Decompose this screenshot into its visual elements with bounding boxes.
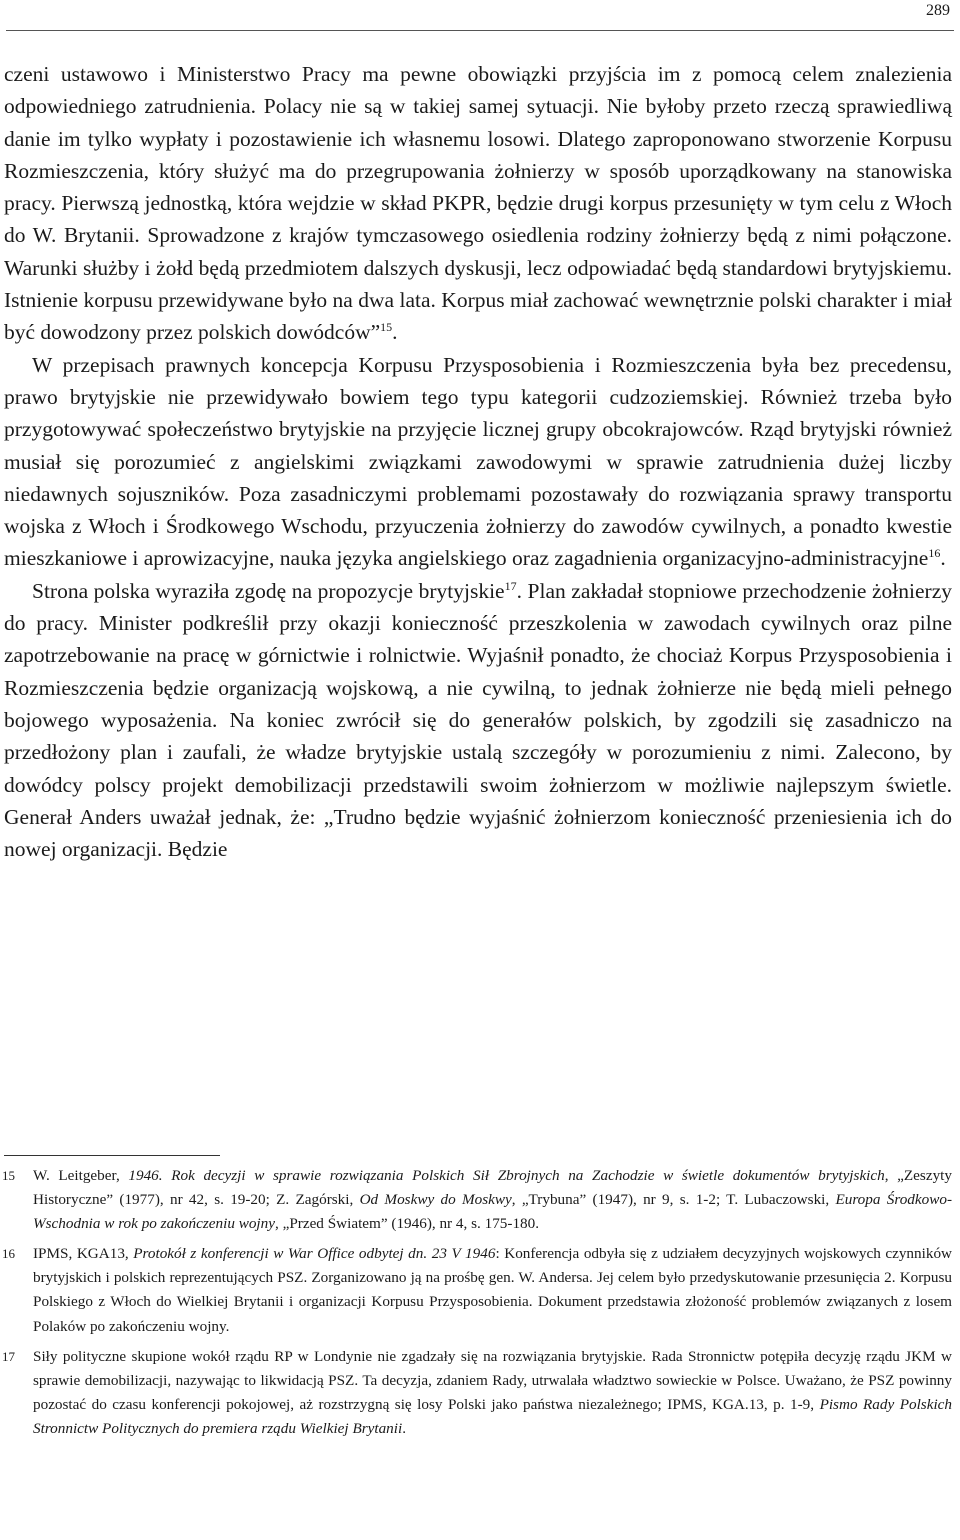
footnote-ref-15[interactable]: 15 [380,320,393,335]
paragraph-2: W przepisach prawnych koncepcja Korpusu Przysposobienia i Rozmieszczenia była bez precedensu, prawo brytyjskie nie przewidywało bowiem tego typu kategorii cudzoziemskiej. Również trzeba było przygotowywać społeczeństwo brytyjskie na przyjęcie licznej grupy obcokrajowców. Rząd brytyjski również musiał się porozumieć z angielskimi związkami zawodowymi w sprawie zatrudnienia dużej liczby niedawnych sojuszników. Poza zasadniczymi problemami pozostawały do rozwiązania sprawy transportu wojska z Włoch i Środkowego Wschodu, przyuczenia żołnierzy do zawodów cywilnych, a ponadto kwestie mieszkaniowe i aprowizacyjne, nauka języka angielskiego oraz zagadnienia organizacyjno-administracyjne$^{16}$. [4,352,952,571]
paragraph-1: czeni ustawowo i Ministerstwo Pracy ma pewne obowiązki przyjścia im z pomocą celem znalezienia odpowiedniego zatrudnienia. Polacy nie są w takiej samej sytuacji. Nie byłoby przeto rzeczą sprawiedliwą danie im tylko wypłaty i pozostawienie ich własnemu losowi. Dlatego zaproponowano stworzenie Korpusu Rozmieszczenia, który służyć ma do przegrupowania żołnierzy w sposób uporządkowany na stanowiska pracy. Pierwszą jednostką, która wejdzie w skład PKPR, będzie drugi korpus przesunięty w tym celu z Włoch do W. Brytanii. Sprowadzone z krajów tymczasowego osiedlenia rodziny żołnierzy będą z nimi połączone. Warunki służby i żołd będą przedmiotem dalszych dyskusji, lecz odpowiadać będą standardowi brytyjskiemu. Istnienie korpusu przewidywane było na dwa lata. Korpus miał zachować wewnętrznie polski charakter i miał być dowodzony przez polskich dowódców”$^{15}$. [4,62,952,345]
paragraph-2-text: W przepisach prawnych koncepcja Korpusu Przysposobienia i Rozmieszczenia była bez precedensu, prawo brytyjskie nie przewidywało bowiem tego typu kategorii cudzoziemskiej. Również trzeba było przygotowywać społeczeństwo brytyjskie na przyjęcie licznej grupy obcokrajowców. Rząd brytyjski również musiał się porozumieć z angielskimi związkami zawodowymi w sprawie zatrudnienia dużej liczby niedawnych sojuszników. Poza zasadniczymi problemami pozostawały do rozwiązania sprawy transportu wojska z Włoch i Środkowego Wschodu, przyuczenia żołnierzy do zawodów cywilnych, a ponadto kwestie mieszkaniowe i aprowizacyjne, nauka języka angielskiego oraz zagadnienia organizacyjno-administracyjne [4,352,952,571]
footnote-ref-16[interactable]: 16 [928,546,941,561]
footnote-ref-17[interactable]: 17 [504,578,517,593]
footnote-16 [0,1242,952,1338]
footnote-text: IPMS, KGA13, Protokół z konferencji w War Office odbytej dn. 23 V 1946: Konferencja odbyła się z udziałem decyzyjnych wojskowych czynników brytyjskich i polskich reprezentujących PSZ. Zorganizowano ją na prośbę gen. W. Andersa. Jej celem było przedyskutowanie przesunięcia 2. Korpusu Polskiego z Włoch do Wielkiej Brytanii i organizacji Korpusu Przysposobienia. Dokument przedstawia złożoność problemów związanych z losem Polaków po zakończeniu wojny. [33,1245,952,1335]
footnote-separator [4,1155,220,1156]
main-text [4,58,952,865]
footnote-text: W. Leitgeber, 1946. Rok decyzji w sprawie rozwiązania Polskich Sił Zbrojnych na Zachodzie w świetle dokumentów brytyjskich, „Zeszyty Historyczne” (1977), nr 42, s. 19-20; Z. Zagórski, Od Moskwy do Moskwy, „Trybuna” (1947), nr 9, s. 1-2; T. Lubaczowski, Europa Środkowo-Wschodnia w rok po zakończeniu wojny, „Przed Światem” (1946), nr 4, s. 175-180. [33,1167,952,1233]
paragraph-3 [4,575,952,866]
paragraph-3-text-a: Strona polska wyraziła zgodę na propozycje brytyjskie [32,578,505,603]
footnote-number: 15 [2,1168,15,1183]
footnote-17 [0,1345,952,1441]
footnote-number: 16 [2,1246,15,1262]
footnote-15 [0,1164,952,1236]
footnote-number: 17 [2,1348,15,1364]
footnotes [0,1164,952,1447]
paragraph-1-text: czeni ustawowo i Ministerstwo Pracy ma pewne obowiązki przyjścia im z pomocą celem znalezienia odpowiedniego zatrudnienia. Polacy nie są w takiej samej sytuacji. Nie byłoby przeto rzeczą sprawiedliwą danie im tylko wypłaty i pozostawienie ich własnemu losowi. Dlatego zaproponowano stworzenie Korpusu Rozmieszczenia, który służyć ma do przegrupowania żołnierzy w sposób uporządkowany na stanowiska pracy. Pierwszą jednostką, która wejdzie w skład PKPR, będzie drugi korpus przesunięty w tym celu z Włoch do W. Brytanii. Sprowadzone z krajów tymczasowego osiedlenia rodziny żołnierzy będą z nimi połączone. Warunki służby i żołd będą przedmiotem dalszych dyskusji, lecz odpowiadać będą standardowi brytyjskiemu. Istnienie korpusu przewidywane było na dwa lata. Korpus miał zachować wewnętrznie polski charakter i miał być dowodzony przez polskich dowódców” [4,62,952,345]
paragraph-3-text-b: . Plan zakładał stopniowe przechodzenie żołnierzy do pracy. Minister podkreślił przy okazji konieczność przeszkolenia w zawodach cywilnych oraz pilne zapotrzebowanie na pracę w górnictwie i rolnictwie. Wyjaśnił ponadto, że chociaż Korpus Przysposobienia i Rozmieszczenia będzie organizacją wojskową, a nie cywilną, to jednak żołnierze nie będą mieli pełnego bojowego wyposażenia. Na koniec zwrócił się do generałów polskich, by zgodzili się zasadniczo na przedłożony plan i zaufali, że władze brytyjskie ustalą szczegóły w porozumieniu z nimi. Zalecono, by dowódcy polscy projekt demobilizacji przedstawili swoim żołnierzom w możliwie najlepszym świetle. Generał Anders uważał jednak, że: „Trudno będzie wyjaśnić żołnierzom konieczność przeniesienia ich do nowej organizacji. Będzie [4,578,952,862]
header-rule [6,30,954,31]
page-number: 289 [926,2,950,19]
footnote-text: Siły polityczne skupione wokół rządu RP w Londynie nie zgadzały się na rozwiązania brytyjskie. Rada Stronnictw potępiła decyzję rządu JKM w sprawie demobilizacji, nazywając to likwidacją PSZ. Ta decyzja, zdaniem Rady, utrwalała władztwo sowieckie w Polsce. Uważano, że PSZ powinny pozostać do czasu konferencji pokojowej, aż rozstrzygną się losy Polski jako państwa niezależnego; IPMS, KGA.13, p. 1-9, Pismo Rady Polskich Stronnictw Politycznych do premiera rządu Wielkiej Brytanii. [33,1347,952,1437]
